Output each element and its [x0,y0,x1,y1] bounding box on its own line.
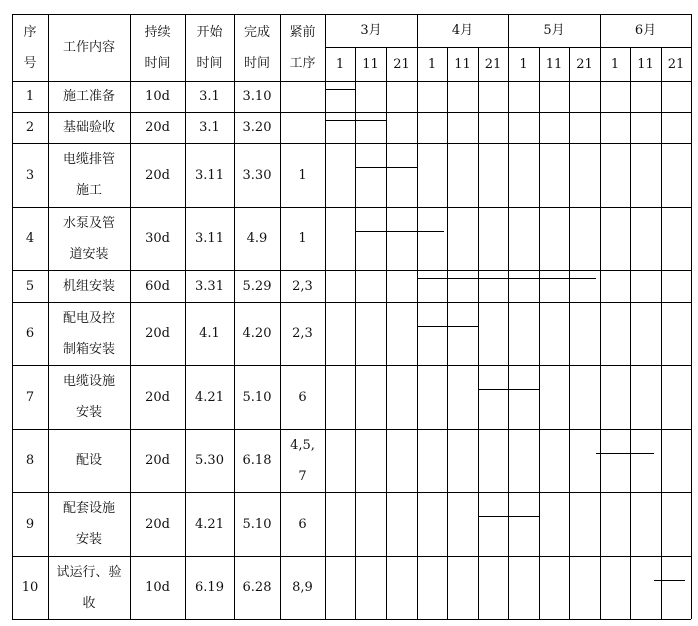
row-task-name-line: 电缆设施 [62,374,115,389]
header-start-line: 时间 [196,55,223,71]
header-seq [12,14,48,81]
gantt-bar [478,389,539,390]
row-start: 3.11 [195,167,224,183]
row-finish: 4.20 [242,326,272,341]
row-seq: 6 [25,326,35,341]
header-finish-line: 时间 [243,55,270,71]
header-day: 11 [454,56,471,72]
row-finish: 5.29 [242,278,272,294]
row-duration: 20d [145,167,170,183]
header-month: 4月 [451,23,474,38]
row-predecessor [280,556,325,619]
row-seq: 5 [25,278,35,294]
row-predecessor [280,81,325,112]
header-finish [234,14,280,81]
row-start: 3.1 [199,89,220,104]
row-task-name [48,270,130,302]
row-seq: 10 [21,580,39,595]
row-seq: 1 [25,89,35,104]
row-finish: 5.10 [242,389,272,405]
row-task-name-line: 施工 [75,183,102,198]
row-start: 6.19 [195,580,224,595]
row-task-name-line: 电缆排管 [62,152,115,167]
gantt-bar [417,326,478,327]
row-task-name [48,365,130,429]
row-task-name-line: 施工准备 [62,89,115,104]
row-task-name-line: 基础验收 [62,120,115,135]
row-predecessor [280,143,325,207]
row-task-name [48,143,130,207]
header-duration [130,14,185,81]
header-day: 11 [637,56,654,72]
gantt-bar [356,231,444,232]
row-task-name [48,556,130,619]
row-predecessor [280,112,325,143]
header-duration-line: 持续 [144,24,171,40]
row-finish: 6.28 [242,580,272,595]
header-duration-line: 时间 [144,55,171,71]
row-task-name-line: 机组安装 [62,278,115,294]
header-month: 3月 [360,23,382,38]
row-duration: 30d [145,231,170,246]
gantt-bar [417,278,597,279]
row-duration: 10d [145,89,170,104]
row-finish: 4.9 [246,231,268,246]
header-start [185,14,234,81]
header-seq-line: 号 [23,55,37,71]
row-task-name [48,302,130,365]
header-day: 11 [362,56,379,72]
row-seq: 2 [25,120,35,135]
row-task-name-line: 道安装 [69,246,109,262]
row-task-name-line: 配设 [75,453,102,468]
row-start: 4.21 [195,389,224,405]
row-task-name [48,112,130,143]
header-predecessor-line: 紧前 [289,24,316,40]
gantt-bar [478,516,539,517]
row-start: 4.1 [199,326,220,341]
row-task-name-line: 试运行、验 [56,564,122,580]
row-start: 4.21 [195,516,224,532]
header-day: 21 [393,56,410,72]
row-predecessor-line: 7 [298,468,307,484]
row-duration: 20d [145,389,170,405]
row-seq: 4 [25,231,35,246]
row-finish: 6.18 [242,453,272,468]
gantt-bar [356,167,417,168]
header-day: 1 [610,56,620,72]
header-day: 21 [484,56,502,72]
header-finish-line: 完成 [243,24,270,40]
row-task-name-line: 安装 [75,532,102,547]
row-task-name-line: 安装 [75,405,102,420]
row-task-name-line: 配套设施 [62,501,115,516]
row-duration: 60d [145,278,170,294]
row-predecessor [280,302,325,365]
header-month: 5月 [543,23,565,38]
row-seq: 8 [25,453,35,468]
row-duration: 20d [145,120,170,135]
row-task-name-line: 配电及控 [62,310,115,326]
header-day: 1 [427,56,437,72]
header-day: 1 [335,56,345,72]
row-predecessor-line: 1 [298,231,307,246]
header-month: 6月 [634,23,657,38]
row-predecessor [280,207,325,270]
header-day: 11 [545,56,563,72]
row-duration: 10d [145,580,170,595]
row-task-name [48,207,130,270]
header-seq-line: 序 [23,24,37,40]
row-start: 3.11 [195,231,224,246]
row-start: 3.1 [199,120,220,135]
header-name: 工作内容 [62,40,115,55]
row-predecessor-line: 6 [298,389,307,405]
row-predecessor [280,492,325,556]
row-start: 3.31 [195,278,224,294]
header-day: 1 [519,56,528,72]
row-finish: 3.30 [242,167,272,183]
row-predecessor [280,365,325,429]
row-predecessor-line: 2,3 [292,326,313,341]
gantt-bar [596,453,654,454]
row-seq: 3 [25,167,35,183]
header-day: 21 [667,56,685,72]
row-task-name [48,81,130,112]
row-predecessor-line: 4,5, [290,437,315,453]
row-finish: 5.10 [242,516,272,532]
gantt-bar [325,120,386,121]
row-predecessor [280,429,325,492]
row-predecessor-line: 2,3 [292,278,313,294]
row-start: 5.30 [195,453,224,468]
row-finish: 3.20 [242,120,272,135]
row-finish: 3.10 [242,89,272,104]
row-seq: 9 [25,516,35,532]
row-predecessor-line: 8,9 [292,580,313,595]
gantt-bar [654,580,685,581]
header-predecessor [280,14,325,81]
row-task-name [48,492,130,556]
row-predecessor [280,270,325,302]
header-day: 21 [576,56,593,72]
row-duration: 20d [145,326,170,341]
row-predecessor-line: 1 [298,167,307,183]
row-duration: 20d [145,453,170,468]
row-task-name-line: 制箱安装 [62,341,115,357]
row-task-name [48,429,130,492]
header-start-line: 开始 [196,24,223,40]
header-predecessor-line: 工序 [289,55,316,71]
row-duration: 20d [145,516,170,532]
row-task-name-line: 水泵及管 [62,215,115,231]
row-task-name-line: 收 [82,595,96,611]
row-predecessor-line: 6 [298,516,307,532]
row-seq: 7 [25,389,35,405]
gantt-bar [325,89,356,90]
